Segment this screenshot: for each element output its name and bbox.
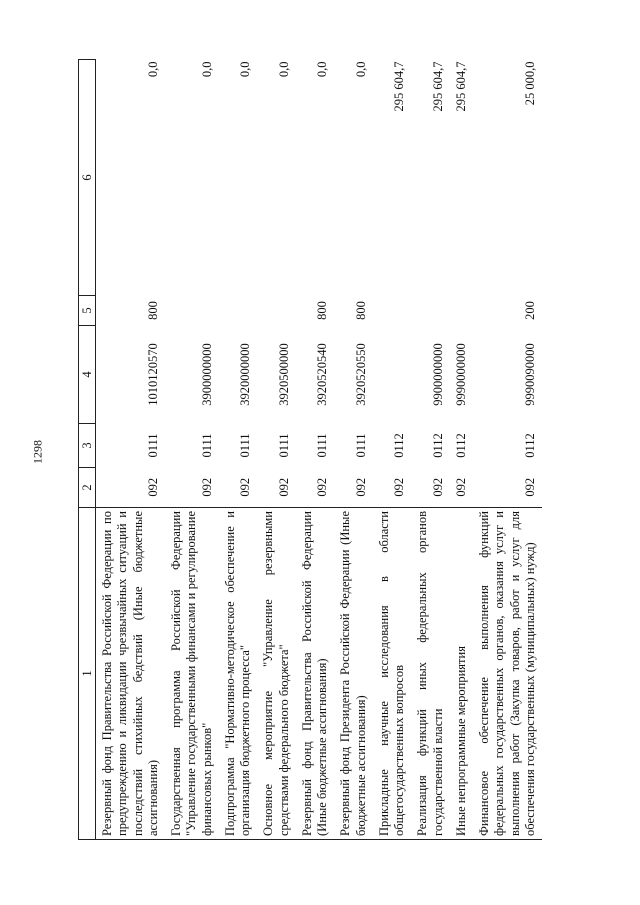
row-amount: 295 604,7 <box>430 61 445 112</box>
page-number: 1298 <box>30 440 45 464</box>
row-name: Резервный фонд Президента Российской Федерации (Иные бюджетные ассигнования) <box>334 508 373 840</box>
row-section-code: 0111 <box>199 433 214 458</box>
row-expense-type <box>257 296 296 326</box>
row-target-code: 9990000000 <box>453 343 468 406</box>
rotated-table-area <box>78 60 583 840</box>
row-name: Резервный фонд Правительства Российской Федерации (Иные бюджетные ассигнования) <box>296 508 335 840</box>
row-name: Реализация функций иных федеральных органов государственной власти <box>411 508 450 840</box>
row-section-code: 0111 <box>145 433 160 458</box>
row-section-code: 0111 <box>276 433 291 458</box>
row-ministry-code: 092 <box>238 477 252 497</box>
row-amount: 25 000,0 <box>522 61 537 106</box>
row-section-code: 0112 <box>392 433 406 458</box>
row-expense-type: 800 <box>315 301 329 320</box>
row-target-code: 3920500000 <box>276 343 291 406</box>
row-target-code: 9990090000 <box>522 343 537 406</box>
table-row <box>411 60 450 840</box>
row-amount: 295 604,7 <box>392 61 406 112</box>
row-ministry-code: 092 <box>315 477 329 497</box>
row-expense-type: 800 <box>145 301 160 320</box>
row-amount: 0,0 <box>315 61 329 78</box>
row-target-code: 3920520540 <box>315 343 329 406</box>
row-expense-type: 200 <box>522 301 537 320</box>
row-section-code: 0112 <box>453 433 468 458</box>
row-ministry-code: 092 <box>353 477 368 497</box>
table-row <box>165 60 219 840</box>
table-row <box>473 60 542 840</box>
row-name: Прикладные научные исследования в области общегосударственных вопросов <box>373 508 412 840</box>
row-name: Финансовое обеспечение выполнения функций федеральных государственных органов, оказания услуг и выполнения работ (Закупка товаров, работ и услуг для обеспечения государственных (муниципальных) нужд) <box>473 508 542 840</box>
row-ministry-code: 092 <box>276 477 291 497</box>
row-ministry-code: 092 <box>522 477 537 497</box>
row-section-code: 0112 <box>522 433 537 458</box>
row-section-code: 0111 <box>315 433 329 458</box>
row-name: Подпрограмма "Нормативно-методическое обеспечение и организация бюджетного процесса" <box>219 508 258 840</box>
row-ministry-code: 092 <box>145 477 160 497</box>
row-expense-type <box>411 296 450 326</box>
row-name: Резервный фонд Правительства Российской Федерации по предупреждению и ликвидации чрезвычайных ситуаций и последствий стихийных бедствий (Иные бюджетные ассигнования) <box>96 508 166 840</box>
header-col-5: 5 <box>79 296 96 326</box>
row-ministry-code: 092 <box>453 477 468 497</box>
row-expense-type <box>450 296 473 326</box>
row-section-code: 0111 <box>353 433 368 458</box>
table-row <box>334 60 373 840</box>
header-col-2: 2 <box>79 468 96 508</box>
row-amount: 295 604,7 <box>453 61 468 112</box>
row-amount: 0,0 <box>199 61 214 78</box>
row-ministry-code: 092 <box>430 477 445 497</box>
row-amount: 0,0 <box>145 61 160 78</box>
row-expense-type <box>373 296 412 326</box>
table-row <box>296 60 335 840</box>
row-target-code: 9900000000 <box>430 343 445 406</box>
table-row <box>96 60 166 840</box>
row-ministry-code: 092 <box>392 477 406 497</box>
row-expense-type <box>219 296 258 326</box>
header-col-6: 6 <box>79 60 96 296</box>
row-name: Иные непрограммные мероприятия <box>450 508 473 840</box>
row-amount: 0,0 <box>238 61 252 78</box>
table-row <box>373 60 412 840</box>
table-row <box>450 60 473 840</box>
header-col-4: 4 <box>79 326 96 424</box>
row-target-code <box>373 326 412 424</box>
row-expense-type <box>165 296 219 326</box>
header-col-1: 1 <box>79 508 96 840</box>
budget-table <box>78 59 542 840</box>
row-section-code: 0111 <box>238 433 252 458</box>
row-target-code: 3920000000 <box>238 343 252 406</box>
row-section-code: 0112 <box>430 433 445 458</box>
row-expense-type: 800 <box>353 301 368 320</box>
row-amount: 0,0 <box>276 61 291 78</box>
table-row <box>219 60 258 840</box>
header-row <box>79 60 96 840</box>
row-target-code: 3920520550 <box>353 343 368 406</box>
row-amount: 0,0 <box>353 61 368 78</box>
row-name: Основное мероприятие "Управление резервными средствами федерального бюджета" <box>257 508 296 840</box>
row-target-code: 3900000000 <box>199 343 214 406</box>
row-target-code: 1010120570 <box>145 343 160 406</box>
table-row <box>257 60 296 840</box>
row-name: Государственная программа Российской Федерации "Управление государственными финансами и регулирование финансовых рынков" <box>165 508 219 840</box>
header-col-3: 3 <box>79 424 96 468</box>
row-ministry-code: 092 <box>199 477 214 497</box>
